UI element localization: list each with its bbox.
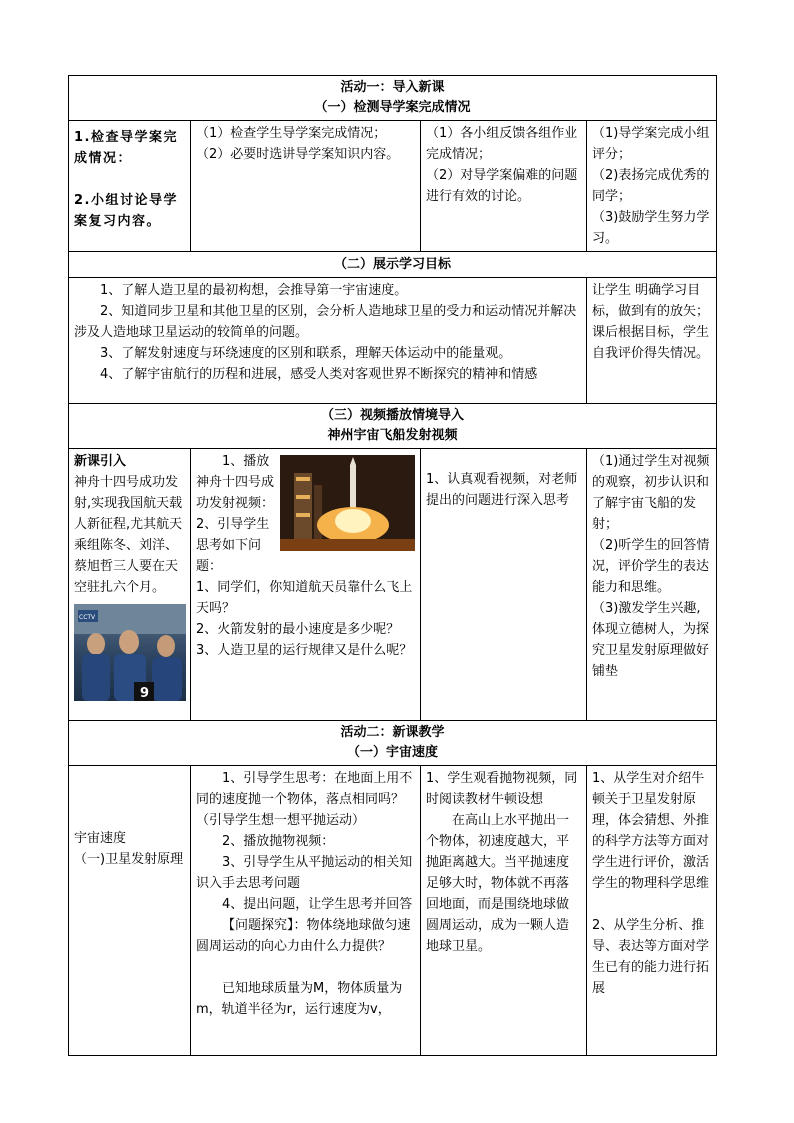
goals-cell	[69, 278, 587, 404]
activity-1-header-row	[69, 76, 717, 121]
intro-title: 新课引入	[74, 454, 127, 469]
activity-2-header-row	[69, 721, 717, 766]
goals-side-cell	[587, 278, 717, 404]
check-student-1: （1）各小组反馈各组作业完成情况；	[426, 126, 578, 162]
video-header	[69, 404, 717, 449]
activity-1-title: 活动一：导入新课	[340, 80, 445, 95]
intro-teacher-4: 3、人造卫星的运行规律又是什么呢？	[196, 643, 413, 658]
intro-teacher-1: 1、播放神舟十四号成功发射视频：2、引导学生思考如下问题：	[196, 454, 275, 574]
video-row	[69, 449, 717, 721]
speed-student-2: 在高山上水平抛出一个物体，初速度越大，平抛距离越大。当平抛速度足够大时，物体就不再落回地面，而是围绕地球做圆周运动，成为一颗人造地球卫星。	[426, 813, 570, 954]
check-student-cell	[421, 121, 587, 252]
check-topic-1: 1.检查导学案完成情况：	[74, 130, 178, 166]
speed-student-1: 1、学生观看抛物视频，同时阅读教材牛顿设想	[426, 771, 578, 807]
goals-header-row	[69, 252, 717, 278]
speed-topic-cell	[69, 766, 191, 1056]
check-teacher-2: （2）必要时选讲导学案知识内容。	[196, 147, 400, 162]
speed-teacher-4: 4、提出问题，让学生思考并回答	[222, 897, 413, 912]
speed-topic-sub: （一)卫星发射原理	[74, 852, 184, 867]
intro-teacher-cell	[191, 449, 421, 721]
speed-student-cell	[421, 766, 587, 1056]
check-row	[69, 121, 717, 252]
goals-side-1: 让学生 明确学习目标，做到有的放矢；	[592, 283, 710, 319]
activity-2-header	[69, 721, 717, 766]
intro-intent-1: （1)通过学生对视频的观察，初步认识和了解宇宙飞船的发射；	[592, 454, 710, 532]
intro-intent-2: （2)听学生的回答情况，评价学生的表达能力和思维。	[592, 538, 710, 595]
intro-student-cell	[421, 449, 587, 721]
speed-teacher-3: 3、引导学生从平抛运动的相关知识入手去思考问题	[196, 855, 413, 891]
goals-header: （二）展示学习目标	[69, 252, 717, 278]
crew-photo-image	[74, 604, 186, 701]
intro-teacher-2: 1、同学们，你知道航天员靠什么飞上天吗？	[196, 580, 413, 616]
rocket-launch-photo	[280, 455, 415, 551]
activity-2-title: 活动二：新课教学	[340, 725, 445, 740]
intro-text: 神舟十四号成功发射,实现我国航天载人新征程,尤其航天乘组陈冬、刘洋、蔡旭哲三人要在天空驻扎六个月。	[74, 475, 183, 595]
crew-photo-number: 9	[140, 686, 150, 701]
speed-topic-title: 宇宙速度	[74, 831, 127, 846]
lesson-plan-table	[68, 75, 717, 1056]
intro-intent-3: （3)激发学生兴趣,体现立德树人，为探究卫星发射原理做好铺垫	[592, 601, 710, 679]
check-topic-cell	[69, 121, 191, 252]
check-teacher-cell	[191, 121, 421, 252]
intro-teacher-3: 2、火箭发射的最小速度是多少呢？	[196, 622, 400, 637]
crew-photo	[74, 604, 186, 701]
check-intent-2: （2)表扬完成优秀的同学；	[592, 168, 710, 204]
speed-teacher-1: 1、引导学生思考：在地面上用不同的速度抛一个物体，落点相同吗？（引导学生想一想平抛运动）	[196, 771, 413, 828]
goals-row	[69, 278, 717, 404]
video-header-line-1: （三）视频播放情境导入	[321, 408, 465, 423]
goal-2: 2、知道同步卫星和其他卫星的区别，会分析人造地球卫星的受力和运动情况并解决涉及人造地球卫星运动的较简单的问题。	[74, 304, 577, 340]
activity-2-section-title: （一）宇宙速度	[347, 745, 439, 760]
goal-3: 3、了解发射速度与环绕速度的区别和联系，理解天体运动中的能量观。	[100, 346, 512, 361]
goal-4: 4、了解宇宙航行的历程和进展，感受人类对客观世界不断探究的精神和情感	[100, 367, 538, 382]
check-intent-cell	[587, 121, 717, 252]
speed-teacher-5: 【问题探究】：物体绕地球做匀速圆周运动的向心力由什么力提供？	[196, 918, 411, 954]
speed-intent-cell	[587, 766, 717, 1056]
check-student-2: （2）对导学案偏难的问题进行有效的讨论。	[426, 168, 578, 204]
rocket-launch-image	[280, 455, 415, 551]
video-header-line-2: 神州宇宙飞船发射视频	[327, 428, 458, 443]
speed-row	[69, 766, 717, 1056]
goal-1: 1、了解人造卫星的最初构想，会推导第一宇宙速度。	[100, 283, 408, 298]
check-topic-2: 2.小组讨论导学案复习内容。	[74, 193, 178, 229]
speed-teacher-cell	[191, 766, 421, 1056]
activity-1-header	[69, 76, 717, 121]
crew-photo-channel: CCTV	[79, 614, 96, 621]
speed-intent-2: 2、从学生分析、推导、表达等方面对学生已有的能力进行拓展	[592, 918, 710, 996]
check-intent-3: （3)鼓励学生努力学习。	[592, 210, 710, 246]
video-header-row	[69, 404, 717, 449]
intro-cell	[69, 449, 191, 721]
speed-intent-1: 1、从学生对介绍牛顿关于卫星发射原理，体会猜想、外推的科学方法等方面对学生进行评价，激活学生的物理科学思维	[592, 771, 710, 891]
goals-side-2: 课后根据目标，学生自我评价得失情况。	[592, 325, 710, 361]
intro-intent-cell	[587, 449, 717, 721]
check-intent-1: （1)导学案完成小组评分；	[592, 126, 710, 162]
speed-teacher-2: 2、播放抛物视频：	[222, 834, 335, 849]
section-1-title: （一）检测导学案完成情况	[314, 100, 471, 115]
speed-teacher-6: 已知地球质量为M，物体质量为m，轨道半径为r，运行速度为v，	[196, 981, 403, 1017]
check-teacher-1: （1）检查学生导学案完成情况；	[196, 126, 387, 141]
intro-student: 1、认真观看视频，对老师提出的问题进行深入思考	[426, 472, 578, 508]
